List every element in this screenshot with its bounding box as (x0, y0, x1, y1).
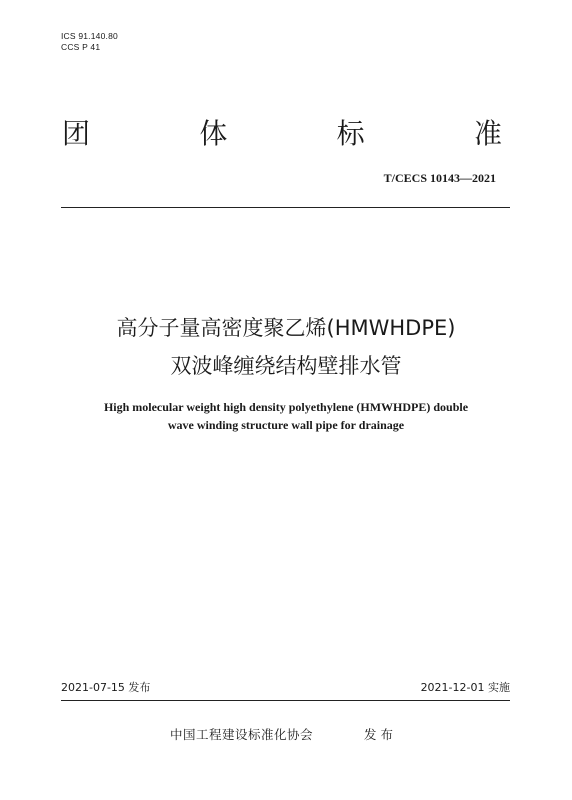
implementation-date: 2021-12-01 实施 (420, 681, 510, 694)
ccs-code: CCS P 41 (61, 42, 101, 52)
top-divider (61, 207, 510, 208)
english-title-line-1: High molecular weight high density polyethylene (HMWHDPE) double (103, 400, 469, 414)
publisher-name: 中国工程建设标准化协会 (170, 727, 314, 742)
doc-type-char: 标 (336, 117, 365, 150)
bottom-divider (61, 700, 510, 701)
classification-codes (61, 31, 118, 53)
doc-type-char: 体 (199, 117, 228, 150)
doc-type-char: 团 (62, 117, 91, 150)
standard-number: T/CECS 10143—2021 (383, 171, 496, 185)
ics-code: ICS 91.140.80 (61, 31, 118, 41)
publish-label: 发布 (364, 727, 398, 742)
issue-date: 2021-07-15 发布 (61, 681, 151, 694)
doc-type-char: 准 (473, 117, 502, 150)
chinese-title-line-1: 高分子量高密度聚乙烯(HMWHDPE) (116, 316, 456, 340)
english-title-line-2: wave winding structure wall pipe for drainage (167, 418, 405, 432)
chinese-title-line-2: 双波峰缠绕结构壁排水管 (170, 354, 402, 378)
document-type-heading (62, 112, 502, 152)
